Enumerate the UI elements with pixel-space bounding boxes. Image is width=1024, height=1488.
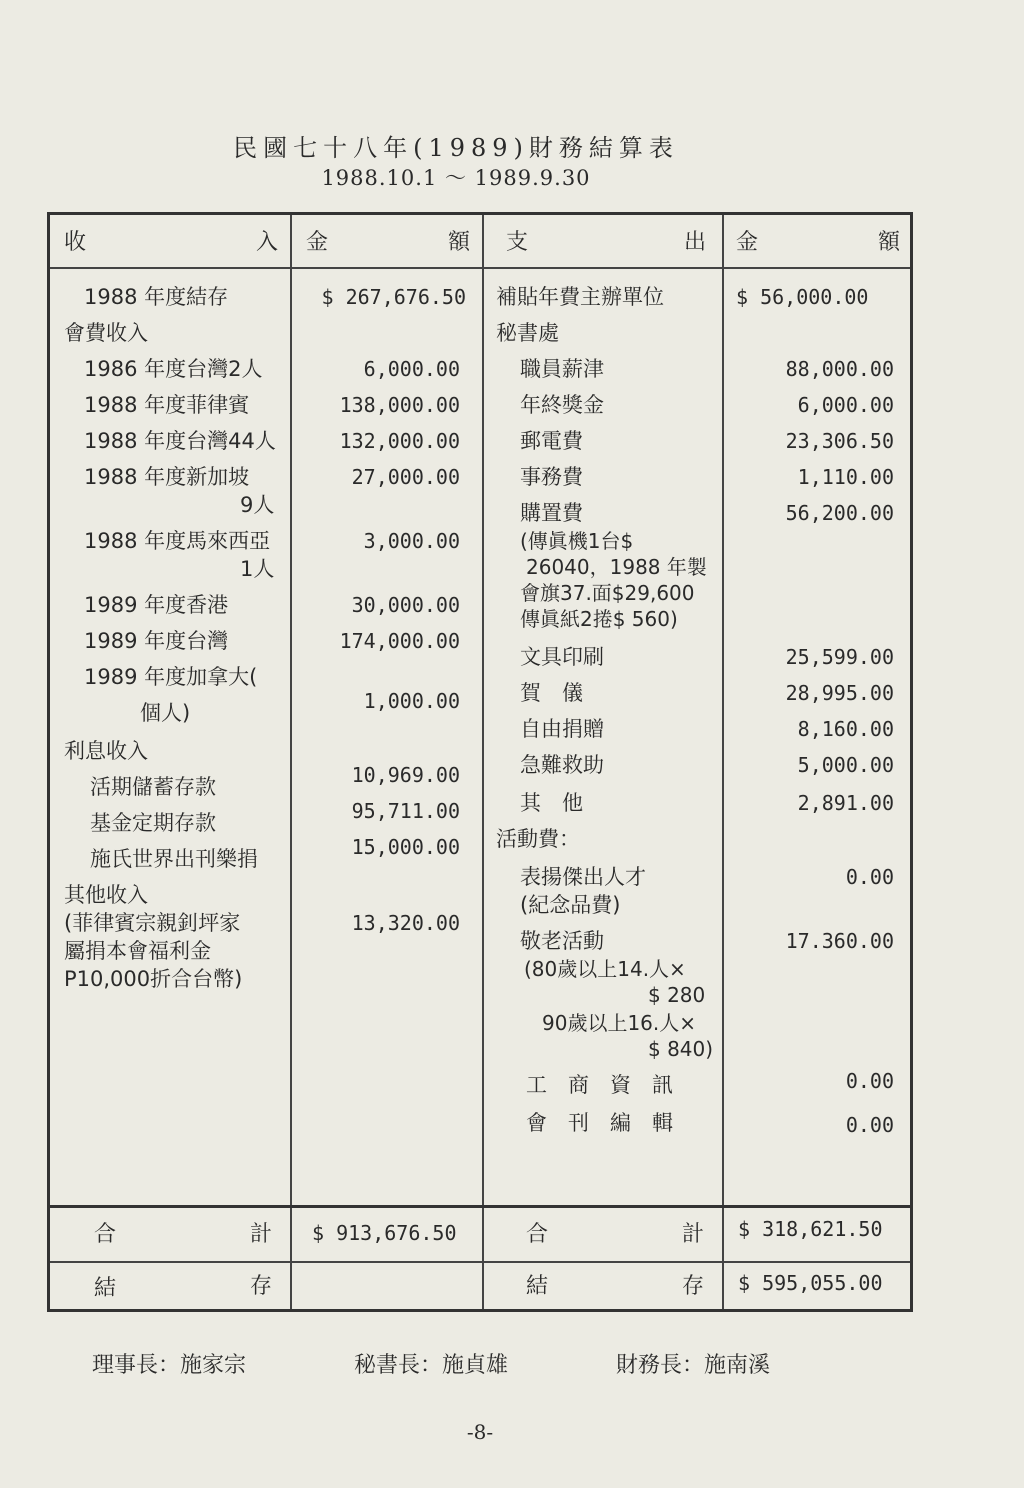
- income-savings-interest: 活期儲蓄存款: [90, 775, 216, 799]
- income-dues-1988-sg: 1988 年度新加坡: [84, 465, 250, 489]
- expense-elderly-note-3: 90歲以上16.人×: [542, 1011, 697, 1035]
- expense-salary-amount: 88,000.00: [785, 357, 894, 381]
- income-carryover-amount: $ 267,676.50: [321, 285, 466, 309]
- income-dues-1989-hk: 1989 年度香港: [84, 593, 229, 617]
- expense-secretariat-heading: 秘書處: [496, 321, 559, 345]
- income-savings-interest-amount: 10,969.00: [351, 763, 460, 787]
- expense-purchase-note-4: 傳眞紙2捲$ 560): [520, 607, 678, 631]
- header-amount1-right: 額: [448, 230, 471, 255]
- report-period: 1988.10.1 ～ 1989.9.30: [321, 166, 591, 190]
- expense-salary: 職員薪津: [520, 357, 604, 381]
- signature-secretary: 秘書長：施貞雄: [354, 1353, 509, 1378]
- expense-other: 其 他: [520, 791, 583, 815]
- income-other-amount: 13,320.00: [351, 911, 460, 935]
- expense-journal-amount: 0.00: [845, 1113, 894, 1137]
- income-fixed-deposit: 基金定期存款: [90, 811, 216, 835]
- expense-business-info-amount: 0.00: [845, 1069, 894, 1093]
- income-other-note-1: (菲律賓宗親釗坪家: [64, 911, 241, 935]
- header-amount1-left: 金: [306, 230, 329, 255]
- expense-bonus: 年終獎金: [520, 393, 604, 417]
- income-donation-amount: 15,000.00: [351, 835, 460, 859]
- balance-amount: $ 595,055.00: [738, 1271, 883, 1295]
- income-dues-1989-ca-amount: 1,000.00: [363, 689, 460, 713]
- header-income-left: 收: [64, 230, 87, 255]
- income-other-note-2: 屬捐本會福利金: [64, 939, 211, 963]
- expense-host-subsidy: 補貼年費主辦單位: [496, 285, 664, 309]
- total-income-label-left: 合: [94, 1222, 117, 1247]
- expense-business-info: 工 商 資 訊: [526, 1073, 673, 1097]
- header-income-right: 入: [256, 230, 279, 255]
- expense-activities-heading: 活動費：: [496, 827, 580, 851]
- expense-congratulation: 賀 儀: [520, 681, 583, 705]
- expense-host-subsidy-amount: $ 56,000.00: [736, 285, 869, 309]
- expense-other-amount: 2,891.00: [797, 791, 894, 815]
- balance-divider: [50, 1261, 910, 1263]
- income-dues-1988-sg-count: 9人: [240, 493, 275, 517]
- total-income-amount: $ 913,676.50: [312, 1221, 457, 1245]
- expense-bonus-amount: 6,000.00: [797, 393, 894, 417]
- balance2-label-left: 結: [526, 1274, 549, 1299]
- expense-elderly-amount: 17.360.00: [785, 929, 894, 953]
- expense-talent-award-amount: 0.00: [845, 865, 894, 889]
- expense-elderly-note-2: $ 280: [648, 983, 706, 1007]
- expense-postage-amount: 23,306.50: [785, 429, 894, 453]
- income-dues-1988-tw: 1988 年度台灣44人: [84, 429, 276, 453]
- income-dues-1989-tw: 1989 年度台灣: [84, 629, 229, 653]
- expense-congratulation-amount: 28,995.00: [785, 681, 894, 705]
- expense-office-amount: 1,110.00: [797, 465, 894, 489]
- expense-postage: 郵電費: [520, 429, 583, 453]
- income-dues-1989-ca: 1989 年度加拿大(: [84, 665, 258, 689]
- income-dues-1988-tw-amount: 132,000.00: [339, 429, 460, 453]
- expense-purchase-note-3: 會旗37.面$29,600: [520, 581, 695, 605]
- column-divider: [482, 215, 484, 1309]
- expense-purchase: 購置費: [520, 501, 583, 525]
- expense-elderly-note-1: (80歲以上14.人×: [524, 957, 686, 981]
- header-amount2-left: 金: [736, 230, 759, 255]
- expense-stationery: 文具印刷: [520, 645, 604, 669]
- total-expense-amount: $ 318,621.50: [738, 1217, 883, 1241]
- income-dues-1989-ca-note: 個人): [140, 701, 191, 725]
- income-dues-1988-ph-amount: 138,000.00: [339, 393, 460, 417]
- income-dues-1989-tw-amount: 174,000.00: [339, 629, 460, 653]
- page-number: -8-: [466, 1420, 494, 1444]
- expense-elderly-note-4: $ 840): [648, 1037, 714, 1061]
- expense-office: 事務費: [520, 465, 583, 489]
- total-divider: [50, 1205, 910, 1208]
- signature-chairman: 理事長：施家宗: [92, 1353, 247, 1378]
- expense-talent-award: 表揚傑出人才: [520, 865, 646, 889]
- income-fixed-deposit-amount: 95,711.00: [351, 799, 460, 823]
- expense-stationery-amount: 25,599.00: [785, 645, 894, 669]
- signature-treasurer: 財務長：施南溪: [616, 1353, 771, 1378]
- expense-elderly: 敬老活動: [520, 929, 604, 953]
- column-divider: [722, 215, 724, 1309]
- income-dues-1986-tw: 1986 年度台灣2人: [84, 357, 263, 381]
- expense-talent-award-note: (紀念品費): [520, 893, 621, 917]
- income-other-note-3: P10,000折合台幣): [64, 967, 243, 991]
- header-divider: [50, 267, 910, 269]
- total-expense-label-left: 合: [526, 1222, 549, 1247]
- total-expense-label-right: 計: [682, 1222, 705, 1247]
- income-other-heading: 其他收入: [64, 883, 148, 907]
- total-income-label-right: 計: [250, 1222, 273, 1247]
- income-dues-1988-ph: 1988 年度菲律賓: [84, 393, 250, 417]
- expense-donation-amount: 8,160.00: [797, 717, 894, 741]
- income-donation: 施氏世界出刊樂捐: [90, 847, 258, 871]
- income-dues-heading: 會費收入: [64, 321, 148, 345]
- income-dues-1988-my-count: 1人: [240, 557, 275, 581]
- report-title: 民國七十八年(1989)財務結算表: [233, 134, 679, 162]
- income-interest-heading: 利息收入: [64, 739, 148, 763]
- balance-label-right: 存: [250, 1274, 273, 1299]
- balance-label-left: 結: [94, 1276, 117, 1301]
- income-dues-1988-sg-amount: 27,000.00: [351, 465, 460, 489]
- expense-purchase-note-1: (傳眞機1台$: [520, 529, 634, 553]
- expense-journal: 會 刊 編 輯: [526, 1111, 673, 1135]
- expense-relief-amount: 5,000.00: [797, 753, 894, 777]
- expense-donation: 自由捐贈: [520, 717, 604, 741]
- ledger-table: [47, 212, 913, 1312]
- income-carryover: 1988 年度結存: [84, 285, 229, 309]
- income-dues-1986-tw-amount: 6,000.00: [363, 357, 460, 381]
- column-divider: [290, 215, 292, 1309]
- expense-purchase-note-2: 26040，1988 年製: [526, 555, 707, 579]
- income-dues-1988-my: 1988 年度馬來西亞: [84, 529, 271, 553]
- header-expense-right: 出: [684, 230, 707, 255]
- header-amount2-right: 額: [878, 230, 901, 255]
- income-dues-1988-my-amount: 3,000.00: [363, 529, 460, 553]
- expense-purchase-amount: 56,200.00: [785, 501, 894, 525]
- expense-relief: 急難救助: [520, 753, 604, 777]
- header-expense-left: 支: [506, 230, 529, 255]
- income-dues-1989-hk-amount: 30,000.00: [351, 593, 460, 617]
- balance2-label-right: 存: [682, 1274, 705, 1299]
